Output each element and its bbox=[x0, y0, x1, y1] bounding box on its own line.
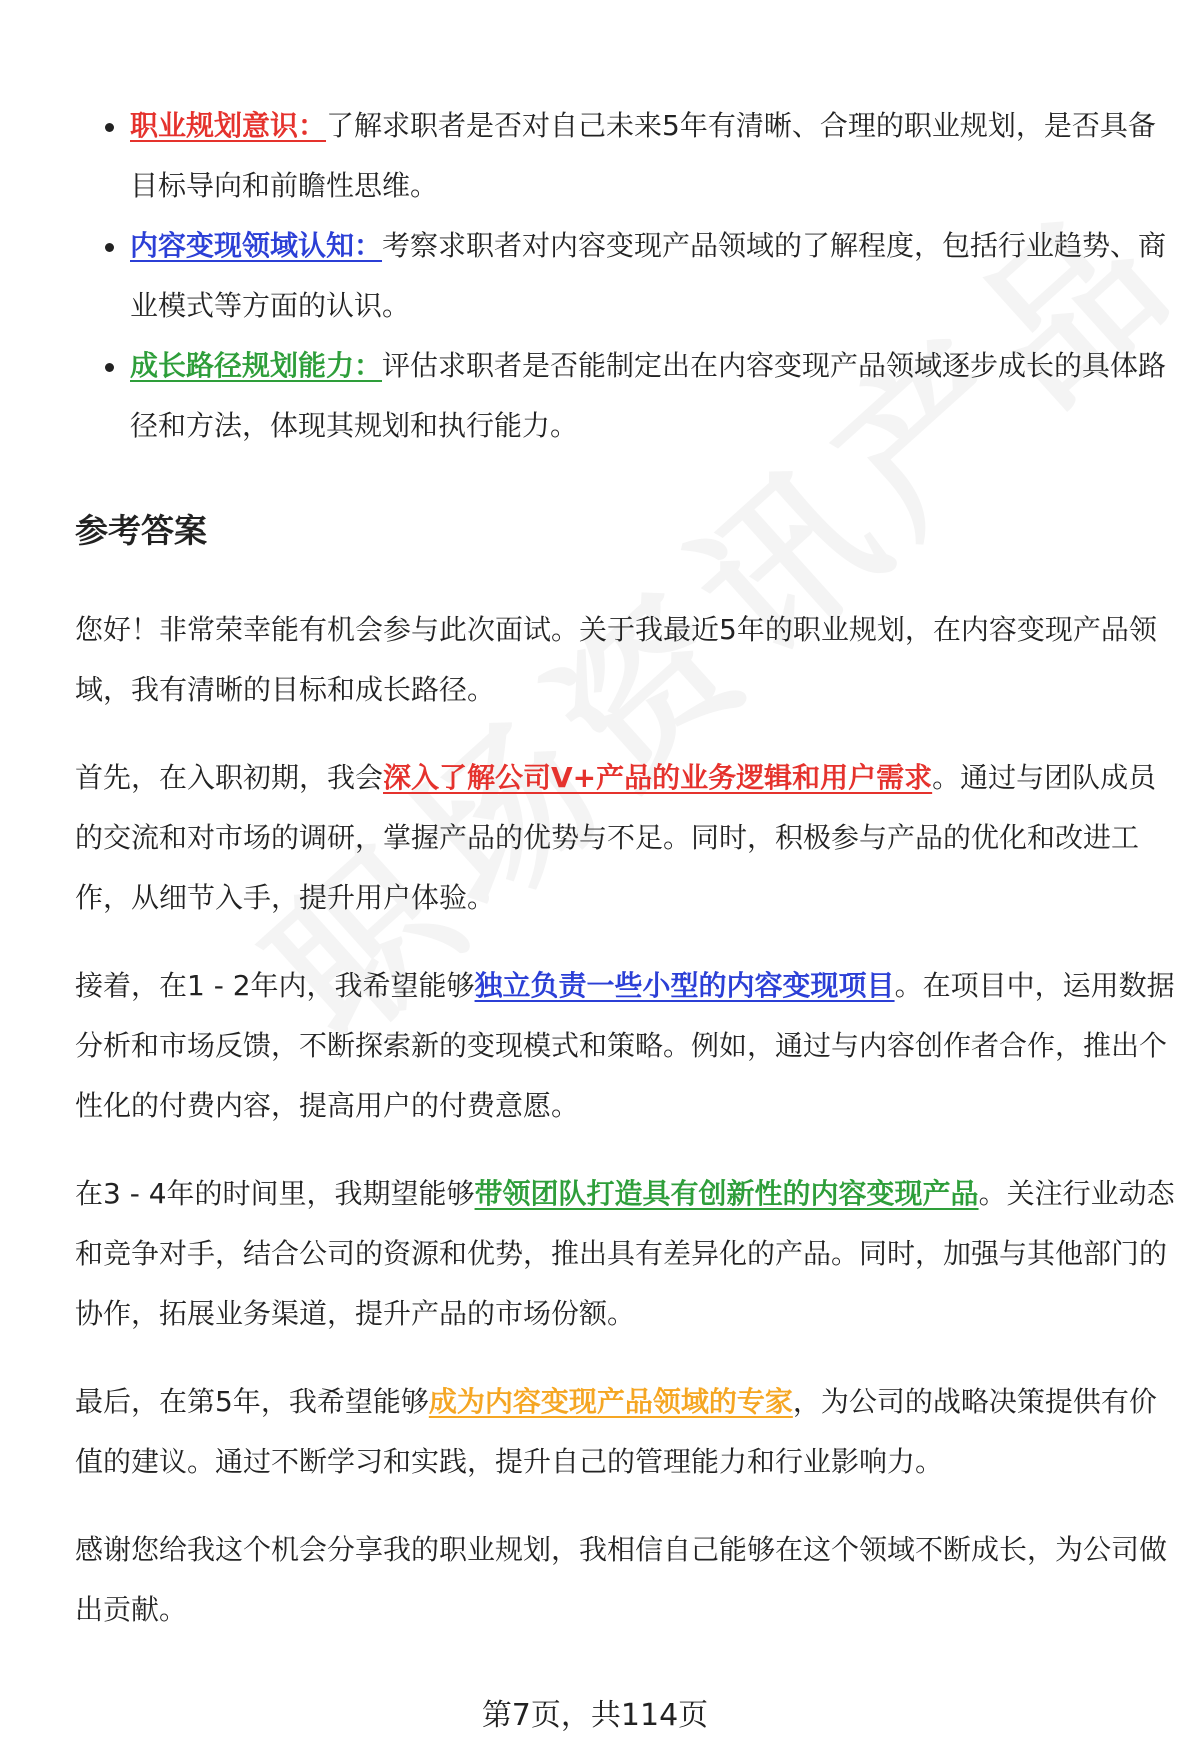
answer-paragraph bbox=[75, 956, 1175, 1136]
list-item bbox=[100, 336, 1180, 456]
answer-paragraph bbox=[75, 1520, 1175, 1640]
criteria-keyword: 内容变现领域认知： bbox=[130, 229, 383, 262]
criteria-text: 了解求职者是否对自己未来5年有清晰、合理的职业规划，是否具备目标导向和前瞻性思维。 bbox=[130, 109, 1156, 202]
answer-paragraph bbox=[75, 1164, 1175, 1344]
list-item bbox=[100, 216, 1180, 336]
bullet-dot-icon bbox=[105, 123, 114, 132]
paragraph-text: 最后，在第5年，我希望能够 bbox=[75, 1385, 429, 1418]
criteria-list bbox=[100, 96, 1180, 456]
paragraph-text: 。在项目中，运用数据分析和市场反馈，不断探索新的变现模式和策略。例如，通过与内容创作者合作，推出个性化的付费内容，提高用户的付费意愿。 bbox=[75, 969, 1175, 1122]
paragraph-text: 。通过与团队成员的交流和对市场的调研，掌握产品的优势与不足。同时，积极参与产品的优化和改进工作，从细节入手，提升用户体验。 bbox=[75, 761, 1157, 914]
answer-paragraph bbox=[75, 600, 1175, 720]
highlight-phrase: 深入了解公司V+产品的业务逻辑和用户需求 bbox=[383, 761, 933, 794]
answer-paragraph bbox=[75, 748, 1175, 928]
paragraph-text: 接着，在1 - 2年内，我希望能够 bbox=[75, 969, 475, 1002]
bullet-dot-icon bbox=[105, 363, 114, 372]
criteria-text: 考察求职者对内容变现产品领域的了解程度，包括行业趋势、商业模式等方面的认识。 bbox=[130, 229, 1167, 322]
highlight-phrase: 独立负责一些小型的内容变现项目 bbox=[474, 969, 895, 1002]
paragraph-text: 感谢您给我这个机会分享我的职业规划，我相信自己能够在这个领域不断成长，为公司做出贡献。 bbox=[75, 1533, 1168, 1626]
criteria-text: 评估求职者是否能制定出在内容变现产品领域逐步成长的具体路径和方法，体现其规划和执行能力。 bbox=[130, 349, 1167, 442]
answer-body bbox=[75, 600, 1175, 1668]
answer-paragraph bbox=[75, 1372, 1175, 1492]
highlight-phrase: 带领团队打造具有创新性的内容变现产品 bbox=[474, 1177, 979, 1210]
list-item bbox=[100, 96, 1180, 216]
section-title: 参考答案 bbox=[75, 511, 207, 550]
page-number: 第7页，共114页 bbox=[481, 1698, 709, 1733]
bullet-dot-icon bbox=[105, 243, 114, 252]
highlight-phrase: 成为内容变现产品领域的专家 bbox=[428, 1385, 793, 1418]
paragraph-text: 您好！非常荣幸能有机会参与此次面试。关于我最近5年的职业规划，在内容变现产品领域，我有清晰的目标和成长路径。 bbox=[75, 613, 1157, 706]
paragraph-text: ，为公司的战略决策提供有价值的建议。通过不断学习和实践，提升自己的管理能力和行业影响力。 bbox=[75, 1385, 1157, 1478]
criteria-keyword: 职业规划意识： bbox=[130, 109, 327, 142]
criteria-keyword: 成长路径规划能力： bbox=[130, 349, 383, 382]
paragraph-text: 首先，在入职初期，我会 bbox=[75, 761, 384, 794]
paragraph-text: 。关注行业动态和竞争对手，结合公司的资源和优势，推出具有差异化的产品。同时，加强与其他部门的协作，拓展业务渠道，提升产品的市场份额。 bbox=[75, 1177, 1175, 1330]
paragraph-text: 在3 - 4年的时间里，我期望能够 bbox=[75, 1177, 475, 1210]
